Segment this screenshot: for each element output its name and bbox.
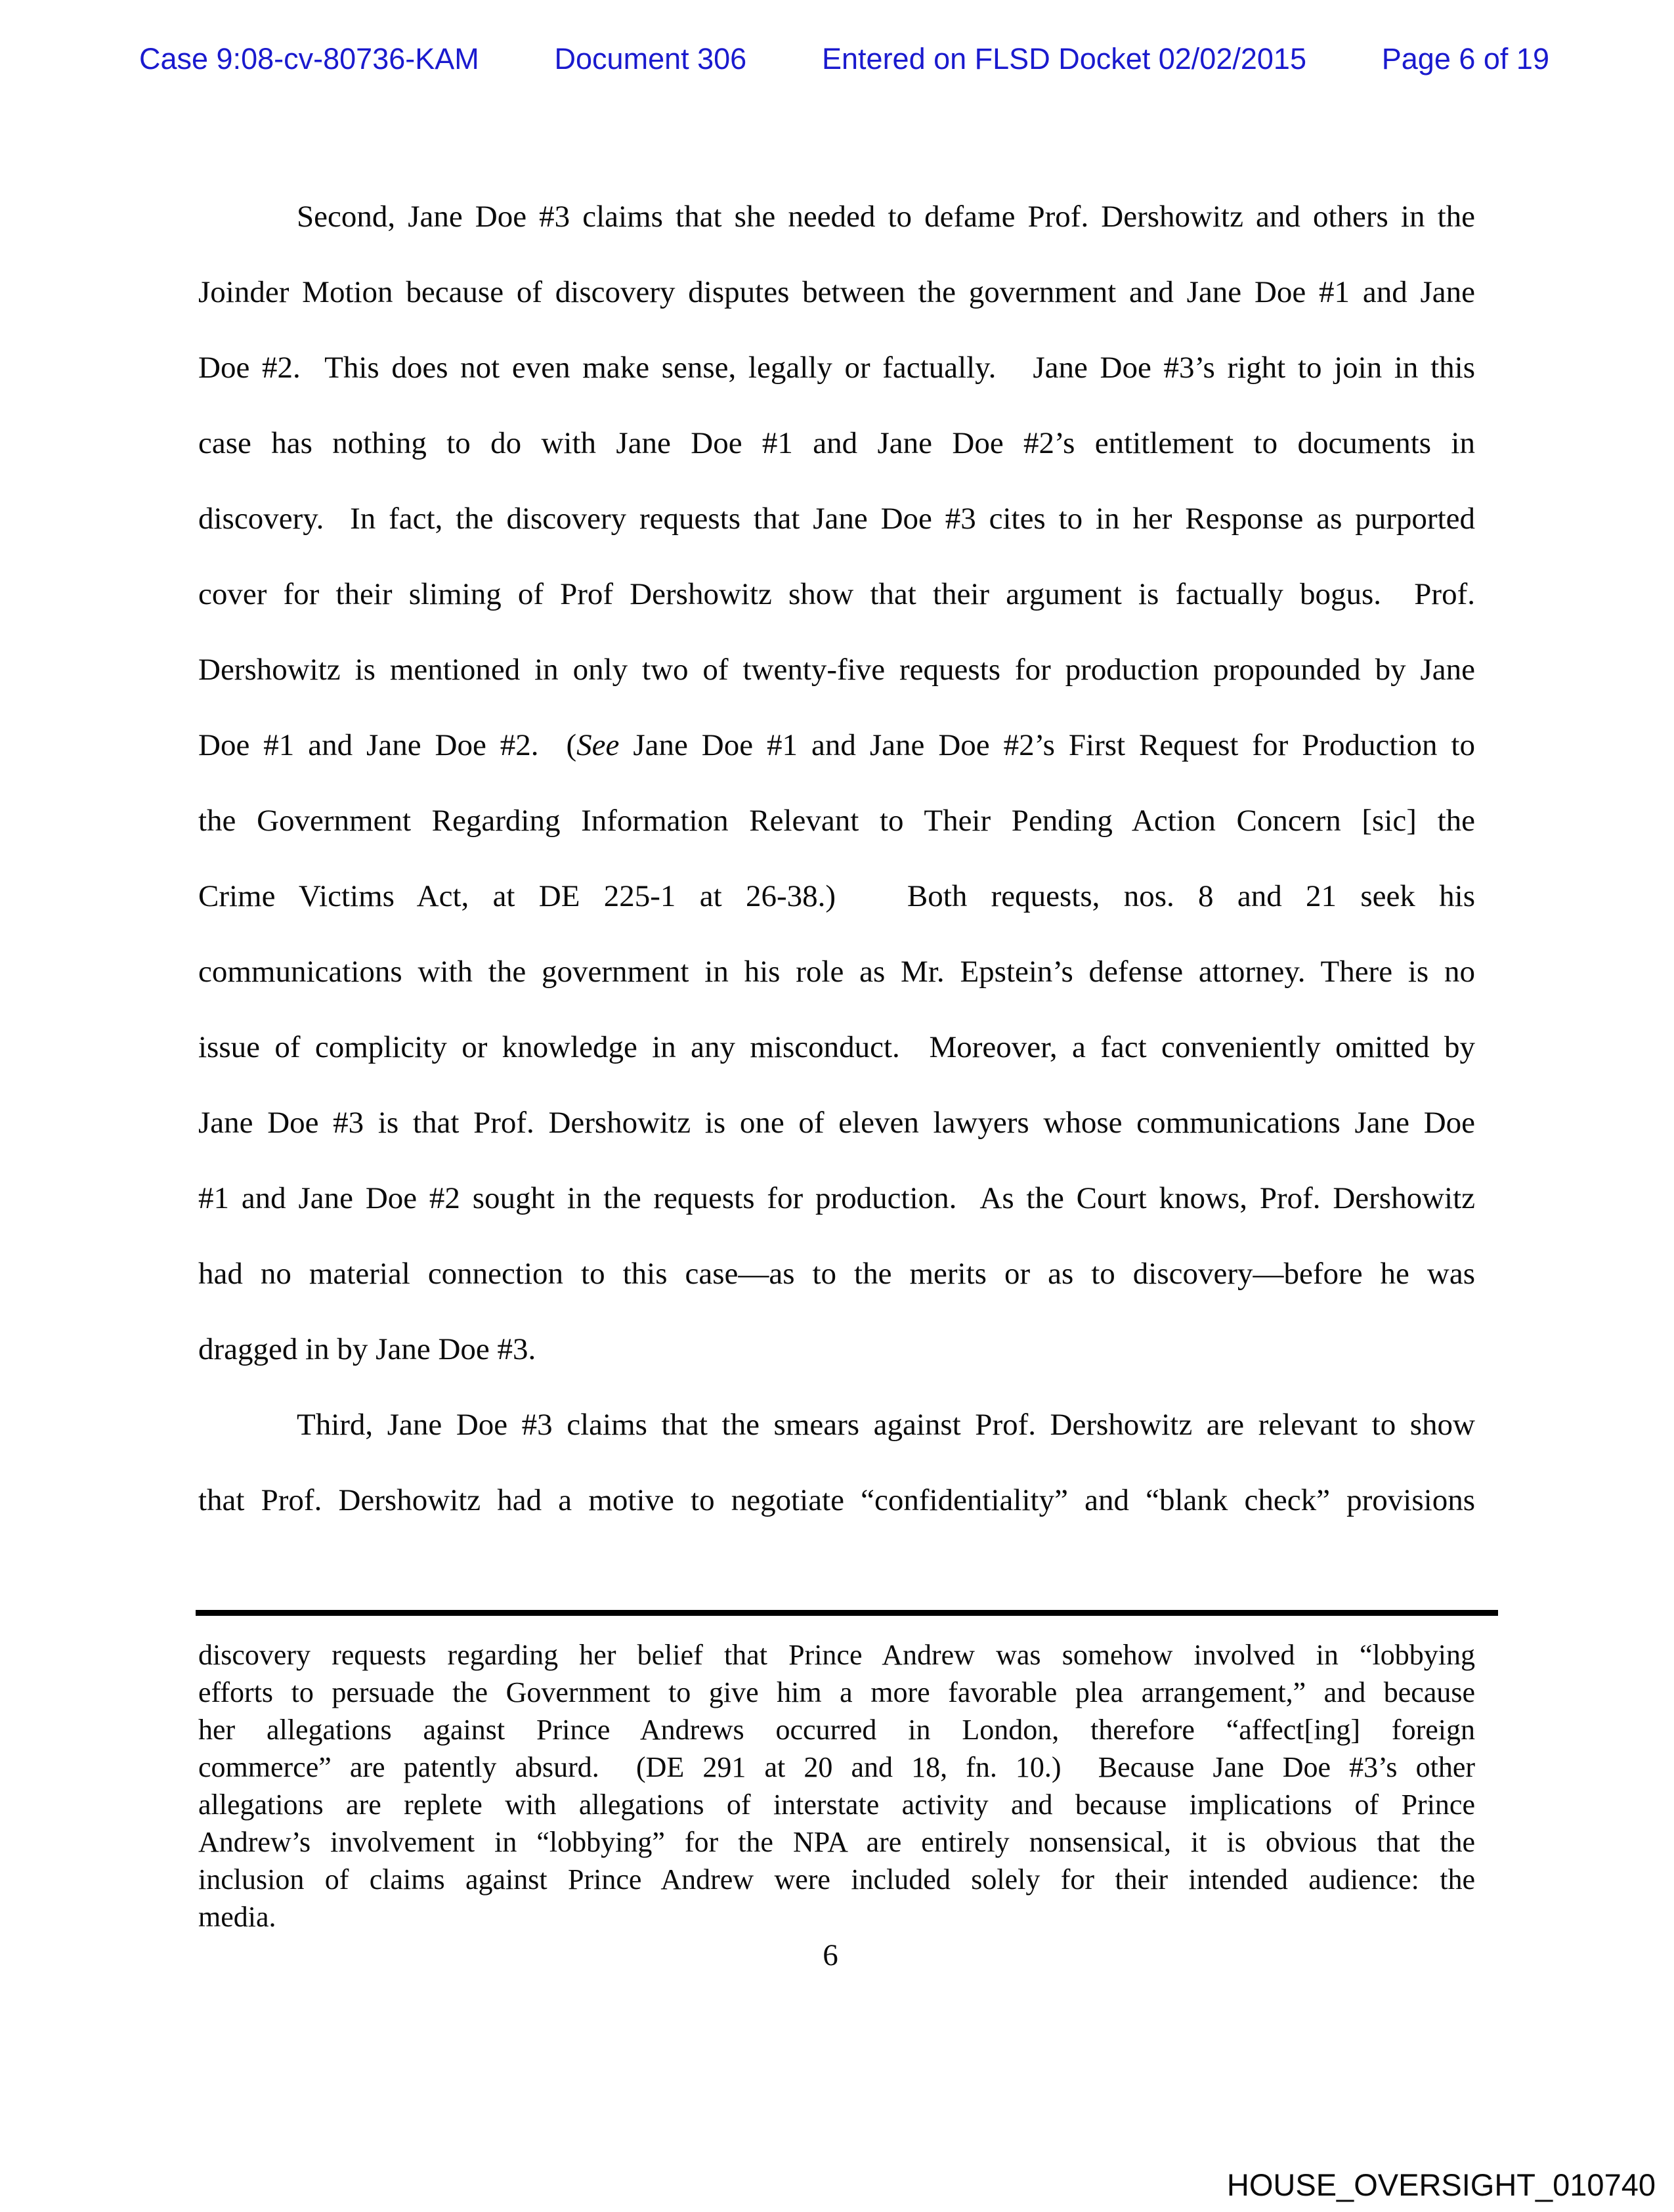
body-line: [198, 557, 1475, 632]
body-line-segment: that Prof. Dershowitz had a motive to negotiate “confidentiality” and “blank check” provisions: [198, 1483, 1475, 1517]
footnote-separator: [196, 1610, 1498, 1616]
body-line: [198, 330, 1475, 406]
body-line-segment: communications with the government in his role as Mr. Epstein’s defense attorney. There is no: [198, 955, 1475, 989]
body-line: [198, 859, 1475, 934]
body-line-segment: Doe #2. This does not even make sense, legally or factually. Jane Doe #3’s right to join in this: [198, 351, 1475, 385]
bates-stamp: HOUSE_OVERSIGHT_010740: [1226, 2167, 1656, 2202]
body-line-segment: cover for their sliming of Prof Dershowitz show that their argument is factually bogus. Prof.: [198, 577, 1475, 611]
footnote-line: [198, 1861, 1475, 1898]
footnote-line-segment: commerce” are patently absurd. (DE 291 at 20 and 18, fn. 10.) Because Jane Doe #3’s other: [198, 1751, 1475, 1783]
body-line-segment: Crime Victims Act, at DE 225-1 at 26-38.) Both requests, nos. 8 and 21 seek his: [198, 879, 1475, 913]
body-line-segment: discovery. In fact, the discovery requests that Jane Doe #3 cites to in her Response as purported: [198, 502, 1475, 536]
page-number: 6: [823, 1938, 838, 1972]
footnote-line-segment: inclusion of claims against Prince Andrew were included solely for their intended audience: the: [198, 1863, 1475, 1896]
body-line-segment: dragged in by Jane Doe #3.: [198, 1332, 536, 1366]
docket-header-entered: Entered on FLSD Docket 02/02/2015: [822, 42, 1306, 76]
body-line-segment: Doe #1 and Jane Doe #2. (: [198, 728, 577, 762]
body-line-segment: Joinder Motion because of discovery disputes between the government and Jane Doe #1 and Jane: [198, 275, 1475, 309]
footnote-text: [198, 1636, 1475, 1936]
body-line: [198, 1387, 1475, 1463]
body-line: [198, 934, 1475, 1010]
footnote-line-segment: discovery requests regarding her belief that Prince Andrew was somehow involved in “lobbying: [198, 1639, 1475, 1671]
body-line: [198, 1161, 1475, 1236]
footnote-line: [198, 1823, 1475, 1861]
docket-header: [139, 39, 1549, 79]
body-line: [198, 1463, 1475, 1538]
body-line: [198, 1236, 1475, 1312]
docket-header-page: Page 6 of 19: [1381, 42, 1549, 76]
footnote-line-segment: allegations are replete with allegations of interstate activity and because implications of Prince: [198, 1789, 1475, 1821]
body-line-segment: Dershowitz is mentioned in only two of twenty-five requests for production propounded by Jane: [198, 653, 1475, 687]
footnote-line-segment: Andrew’s involvement in “lobbying” for the NPA are entirely nonsensical, it is obvious that the: [198, 1826, 1475, 1858]
body-line-segment: Jane Doe #1 and Jane Doe #2’s First Request for Production to: [619, 728, 1475, 762]
body-line: [198, 632, 1475, 708]
footnote-line: [198, 1898, 1475, 1936]
footnote-line-segment: efforts to persuade the Government to give him a more favorable plea arrangement,” and because: [198, 1676, 1475, 1708]
body-line-segment: Third, Jane Doe #3 claims that the smears against Prof. Dershowitz are relevant to show: [297, 1408, 1475, 1442]
footnote-line: [198, 1748, 1475, 1786]
footnote-line: [198, 1674, 1475, 1711]
body-line-segment: Jane Doe #3 is that Prof. Dershowitz is one of eleven lawyers whose communications Jane Doe: [198, 1106, 1475, 1140]
body-line: [198, 1312, 1475, 1387]
body-line: [198, 406, 1475, 481]
body-line-italic-segment: See: [576, 728, 620, 762]
body-text: [198, 179, 1475, 1538]
body-line: [198, 708, 1475, 783]
body-line-segment: Second, Jane Doe #3 claims that she needed to defame Prof. Dershowitz and others in the: [297, 200, 1475, 234]
body-line-segment: the Government Regarding Information Relevant to Their Pending Action Concern [sic] the: [198, 804, 1475, 838]
footnote-line-segment: her allegations against Prince Andrews occurred in London, therefore “affect[ing] foreign: [198, 1714, 1475, 1746]
body-line-segment: #1 and Jane Doe #2 sought in the requests for production. As the Court knows, Prof. Dershowitz: [198, 1181, 1475, 1215]
body-line: [198, 1085, 1475, 1161]
footnote-line: [198, 1711, 1475, 1748]
footnote-line: [198, 1786, 1475, 1823]
body-line: [198, 255, 1475, 330]
body-line: [198, 179, 1475, 255]
docket-header-document: Document 306: [554, 42, 747, 76]
body-line: [198, 1010, 1475, 1085]
body-line: [198, 481, 1475, 557]
footnote-line-segment: media.: [198, 1901, 276, 1933]
docket-header-case: Case 9:08-cv-80736-KAM: [139, 42, 479, 76]
footnote-line: [198, 1636, 1475, 1674]
body-line-segment: case has nothing to do with Jane Doe #1 and Jane Doe #2’s entitlement to documents in: [198, 426, 1475, 460]
body-line: [198, 783, 1475, 859]
body-line-segment: had no material connection to this case—as to the merits or as to discovery—before he was: [198, 1257, 1475, 1291]
body-line-segment: issue of complicity or knowledge in any misconduct. Moreover, a fact conveniently omitted by: [198, 1030, 1475, 1064]
